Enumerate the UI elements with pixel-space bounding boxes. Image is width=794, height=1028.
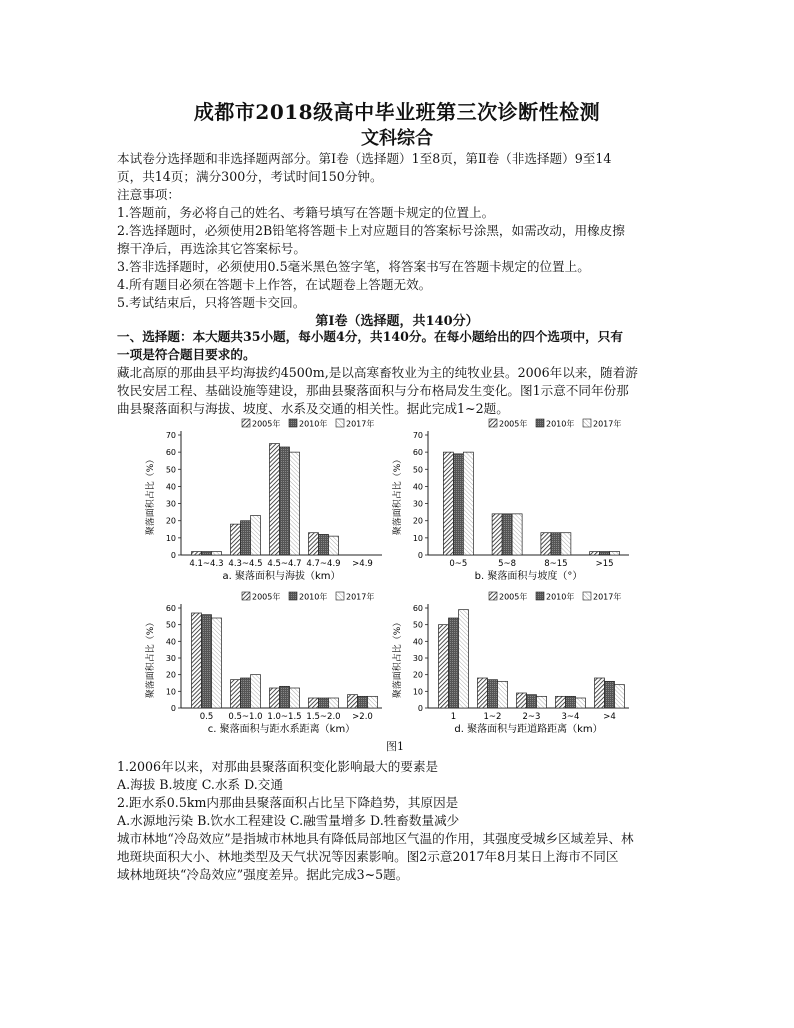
bar	[192, 552, 202, 555]
bar	[202, 615, 212, 708]
y-tick-label: 0	[417, 704, 423, 713]
legend-label: 2010年	[299, 592, 328, 602]
chart-water-distance	[143, 588, 388, 738]
y-tick-label: 30	[165, 499, 176, 509]
y-axis-label: 聚落面积占比（%）	[393, 454, 403, 536]
bar	[439, 625, 449, 708]
legend-label: 2010年	[299, 419, 328, 429]
bar	[270, 688, 280, 708]
legend-swatch	[242, 419, 250, 427]
figure-caption: 图1	[386, 740, 404, 753]
chart-title: c. 聚落面积与距水系距离（km）	[207, 724, 356, 735]
chart-road-distance	[390, 588, 635, 738]
x-tick-label: 4.3~4.5	[228, 559, 263, 569]
note-item: 3.答非选择题时，必须使用0.5毫米黑色签字笔，将答案书写在答题卡规定的位置上。	[117, 259, 590, 274]
y-tick-label: 0	[170, 704, 176, 713]
y-axis-label: 聚落面积占比（%）	[146, 617, 156, 699]
x-tick-label: 1.5~2.0	[306, 712, 341, 722]
y-tick-label: 30	[165, 654, 176, 663]
legend-label: 2010年	[546, 419, 575, 429]
intro-line-1: 本试卷分选择题和非选择题两部分。第Ⅰ卷（选择题）1至8页，第Ⅱ卷（非选择题）9至14	[117, 151, 612, 166]
y-tick-label: 50	[165, 465, 176, 475]
y-tick-label: 50	[165, 620, 176, 630]
y-tick-label: 0	[170, 551, 176, 560]
x-tick-label: 1	[450, 712, 457, 722]
question-options: A.海拔 B.坡度 C.水系 D.交通	[117, 777, 283, 792]
question-line: 1.2006年以来，对那曲县聚落面积变化影响最大的要素是	[117, 759, 439, 774]
y-tick-label: 10	[165, 687, 176, 697]
bar	[576, 698, 586, 708]
question-options: A.水源地污染 B.饮水工程建设 C.融雪量增多 D.牲畜数量减少	[117, 813, 460, 828]
y-tick-label: 70	[412, 431, 423, 440]
x-tick-label: 4.5~4.7	[267, 559, 302, 569]
bar	[280, 686, 290, 708]
x-tick-label: 0~5	[449, 559, 468, 569]
bar	[541, 533, 551, 555]
bar	[453, 454, 463, 555]
x-tick-label: 3~4	[561, 712, 580, 722]
legend-swatch	[336, 419, 344, 427]
bar	[348, 695, 358, 708]
bar	[600, 552, 610, 555]
chart-title: b. 聚落面积与坡度（°）	[474, 571, 583, 582]
bar	[251, 675, 261, 708]
bar	[212, 552, 222, 555]
y-axis-label: 聚落面积占比（%）	[146, 454, 156, 536]
legend-swatch	[242, 592, 250, 600]
bar	[319, 698, 329, 708]
passage1-line: 藏北高原的那曲县平均海拔约4500m,是以高寒畜牧业为主的纯牧业县。2006年以来，随着游	[117, 365, 638, 380]
bar	[551, 533, 561, 555]
notes-heading: 注意事项：	[117, 187, 180, 202]
y-tick-label: 10	[412, 687, 423, 697]
passage1-line: 曲县聚落面积与海拔、坡度、水系及交通的相关性。据此完成1~2题。	[117, 401, 509, 416]
bar	[615, 685, 625, 708]
bar	[192, 613, 202, 708]
x-tick-label: 4.1~4.3	[189, 559, 224, 569]
bar	[556, 696, 566, 708]
legend-label: 2017年	[346, 419, 375, 429]
chart-altitude	[143, 415, 388, 585]
bar	[595, 678, 605, 708]
bar	[290, 688, 300, 708]
legend-label: 2005年	[252, 419, 281, 429]
y-tick-label: 0	[417, 551, 423, 560]
y-tick-label: 10	[412, 533, 423, 543]
y-tick-label: 20	[165, 670, 176, 680]
bar	[309, 698, 319, 708]
legend-swatch	[583, 419, 591, 427]
bar	[590, 552, 600, 555]
y-tick-label: 30	[412, 499, 423, 509]
x-tick-label: >4	[603, 712, 616, 722]
page-subtitle: 文科综合	[361, 128, 433, 149]
legend-swatch	[336, 592, 344, 600]
y-tick-label: 40	[412, 637, 423, 647]
x-tick-label: 5~8	[498, 559, 517, 569]
bar	[449, 618, 459, 708]
bar	[566, 696, 576, 708]
bar	[212, 618, 222, 708]
x-tick-label: 1~2	[483, 712, 502, 722]
intro-line-2: 页，共14页；满分300分，考试时间150分钟。	[117, 169, 383, 184]
note-item: 2.答选择题时，必须使用2B铅笔将答题卡上对应题目的答案标号涂黑，如需改动，用橡皮擦	[117, 223, 625, 238]
y-tick-label: 60	[165, 604, 176, 613]
section-instruction-line-2: 一项是符合题目要求的。	[117, 347, 256, 362]
legend-swatch	[536, 592, 544, 600]
legend-label: 2017年	[346, 592, 375, 602]
note-item: 1.答题前，务必将自己的姓名、考籍号填写在答题卡规定的位置上。	[117, 205, 495, 220]
x-tick-label: 4.7~4.9	[306, 559, 341, 569]
bar	[498, 681, 508, 708]
legend-swatch	[489, 592, 497, 600]
section-instruction-line-1: 一、选择题：本大题共35小题，每小题4分，共140分。在每小题给出的四个选项中，只有	[117, 329, 623, 344]
y-tick-label: 50	[412, 620, 423, 630]
y-tick-label: 70	[165, 431, 176, 440]
y-tick-label: 20	[412, 516, 423, 526]
bar	[309, 533, 319, 555]
bar	[241, 678, 251, 708]
note-item: 5.考试结束后，只将答题卡交回。	[117, 295, 306, 310]
bar	[537, 696, 547, 708]
bar	[488, 680, 498, 708]
y-tick-label: 60	[412, 448, 423, 458]
bar	[251, 516, 261, 555]
bar	[443, 452, 453, 555]
x-tick-label: 2~3	[522, 712, 541, 722]
y-tick-label: 40	[165, 637, 176, 647]
note-item: 4.所有题目必须在答题卡上作答，在试题卷上答题无效。	[117, 277, 432, 292]
y-axis-label: 聚落面积占比（%）	[393, 617, 403, 699]
bar	[463, 452, 473, 555]
legend-swatch	[536, 419, 544, 427]
bar	[502, 514, 512, 555]
bar	[329, 536, 339, 555]
y-tick-label: 60	[412, 604, 423, 613]
bar	[231, 524, 241, 555]
bar	[241, 521, 251, 555]
bar	[319, 534, 329, 555]
y-tick-label: 20	[165, 516, 176, 526]
page-title: 成都市2018级高中毕业班第三次诊断性检测	[193, 100, 601, 124]
bar	[561, 533, 571, 555]
bar	[459, 610, 469, 708]
chart-slope	[390, 415, 635, 585]
passage1-line: 牧民安居工程、基础设施等建设，那曲县聚落面积与分布格局发生变化。图1示意不同年份那	[117, 383, 629, 398]
x-tick-label: >15	[595, 559, 614, 569]
chart-title: d. 聚落面积与距道路距离（km）	[454, 724, 603, 735]
bar	[517, 693, 527, 708]
bar	[512, 514, 522, 555]
legend-swatch	[583, 592, 591, 600]
y-tick-label: 10	[165, 533, 176, 543]
x-tick-label: >4.9	[352, 559, 373, 569]
legend-label: 2010年	[546, 592, 575, 602]
x-tick-label: 1.0~1.5	[267, 712, 302, 722]
bar	[492, 514, 502, 555]
section-title: 第Ⅰ卷（选择题，共140分）	[315, 314, 479, 329]
bar	[280, 447, 290, 555]
y-tick-label: 20	[412, 670, 423, 680]
y-tick-label: 30	[412, 654, 423, 663]
bar	[610, 552, 620, 555]
legend-swatch	[289, 592, 297, 600]
legend-swatch	[289, 419, 297, 427]
y-tick-label: 60	[165, 448, 176, 458]
bar	[270, 444, 280, 555]
note-item: 擦干净后，再选涂其它答案标号。	[117, 241, 306, 256]
question-line: 2.距水系0.5km内那曲县聚落面积占比呈下降趋势，其原因是	[117, 795, 459, 810]
bar	[231, 680, 241, 708]
x-tick-label: 8~15	[544, 559, 568, 569]
bar	[368, 696, 378, 708]
legend-label: 2005年	[252, 592, 281, 602]
chart-title: a. 聚落面积与海拔（km）	[222, 571, 341, 582]
passage2-line: 城市林地“冷岛效应”是指城市林地具有降低局部地区气温的作用，其强度受城乡区域差异、林	[117, 831, 634, 846]
legend-swatch	[489, 419, 497, 427]
legend-label: 2005年	[499, 592, 528, 602]
x-tick-label: >2.0	[352, 712, 373, 722]
bar	[290, 452, 300, 555]
passage2-line: 地斑块面积大小、林地类型及天气状况等因素影响。图2示意2017年8月某日上海市不同区	[117, 849, 619, 864]
legend-label: 2017年	[593, 592, 622, 602]
bar	[202, 552, 212, 555]
legend-label: 2017年	[593, 419, 622, 429]
bar	[527, 695, 537, 708]
y-tick-label: 40	[165, 482, 176, 492]
y-tick-label: 50	[412, 465, 423, 475]
legend-label: 2005年	[499, 419, 528, 429]
passage2-line: 域林地斑块“冷岛效应”强度差异。据此完成3~5题。	[117, 867, 409, 882]
bar	[478, 678, 488, 708]
x-tick-label: 0.5	[199, 712, 214, 722]
x-tick-label: 0.5~1.0	[228, 712, 263, 722]
y-tick-label: 40	[412, 482, 423, 492]
bar	[358, 696, 368, 708]
bar	[329, 698, 339, 708]
bar	[605, 681, 615, 708]
